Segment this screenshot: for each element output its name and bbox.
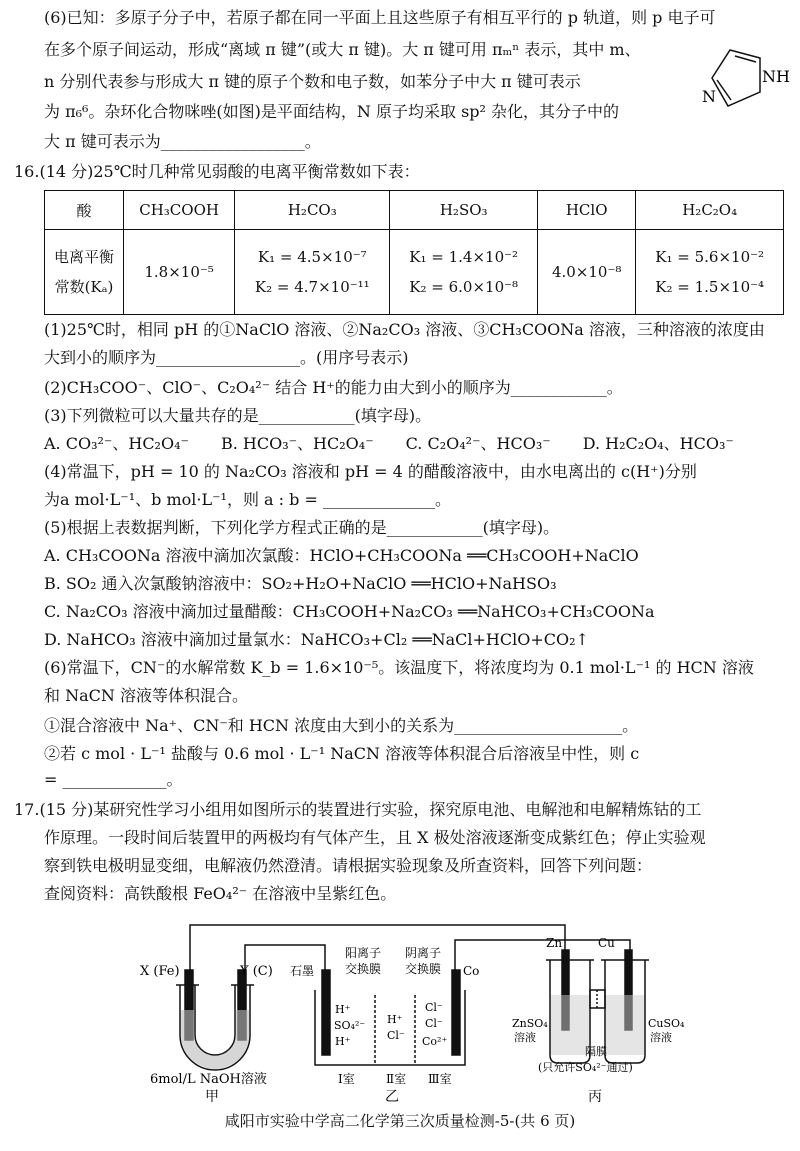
q16-option-b: B. SO₂ 通入次氯酸钠溶液中：SO₂+H₂O+NaClO ══HClO+NaHSO₃ — [44, 574, 557, 593]
svg-text:Co²⁺: Co²⁺ — [422, 1035, 448, 1048]
cation-membrane-label: 阳离子 — [345, 946, 382, 960]
page-footer: 咸阳市实验中学高二化学第三次质量检测-5-(共 6 页) — [224, 1112, 576, 1130]
graphite-label: 石墨 — [290, 964, 315, 978]
table-cell: 4.0×10⁻⁸ — [538, 230, 636, 315]
table-header: H₂C₂O₄ — [636, 191, 784, 230]
svg-text:Cl⁻: Cl⁻ — [425, 1017, 443, 1030]
cuso4-label: CuSO₄ — [648, 1017, 685, 1030]
cation-membrane-label: 交换膜 — [345, 962, 382, 976]
q16-line: 和 NaCN 溶液等体积混合。 — [44, 686, 248, 705]
table-header: H₂CO₃ — [235, 191, 390, 230]
electrode-y-label: Y (C) — [240, 964, 273, 979]
q16-option-a: A. CH₃COONa 溶液中滴加次氯酸：HClO+CH₃COONa ══CH₃COOH+NaClO — [44, 546, 639, 565]
q16-line: (1)25℃时，相同 pH 的①NaClO 溶液、②Na₂CO₃ 溶液、③CH₃COONa 溶液，三种溶液的浓度由 — [44, 320, 765, 339]
table-header: HClO — [538, 191, 636, 230]
q16-line: (2)CH₃COO⁻、ClO⁻、C₂O₄²⁻ 结合 H⁺的能力由大到小的顺序为____________。 — [44, 378, 623, 397]
q16-options: A. CO₃²⁻、HC₂O₄⁻ B. HCO₃⁻、HC₂O₄⁻ C. C₂O₄²⁻、HCO₃⁻ D. H₂C₂O₄、HCO₃⁻ — [44, 434, 734, 453]
cuso4-label: 溶液 — [650, 1031, 672, 1044]
q15-line-1: (6)已知：多原子分子中，若原子都在同一平面上且这些原子有相互平行的 p 轨道，则 p 电子可 — [44, 8, 716, 27]
table-cell: K₁ = 5.6×10⁻² K₂ = 1.5×10⁻⁴ — [636, 230, 784, 315]
q16-line: 大到小的顺序为__________________。(用序号表示) — [44, 348, 409, 367]
svg-text:SO₄²⁻: SO₄²⁻ — [334, 1019, 366, 1032]
q16-line: ②若 c mol · L⁻¹ 盐酸与 0.6 mol · L⁻¹ NaCN 溶液等体积混合后溶液呈中性，则 c — [44, 744, 640, 763]
room-2-label: Ⅱ室 — [386, 1072, 407, 1086]
table-row-label: 电离平衡 常数(Kₐ) — [45, 230, 124, 315]
q15-line-3: n 分别代表参与形成大 π 键的原子个数和电子数，如苯分子中大 π 键可表示 — [44, 72, 581, 91]
svg-text:H⁺: H⁺ — [335, 1003, 351, 1016]
q16-line: (6)常温下，CN⁻的水解常数 K_b = 1.6×10⁻⁵。该温度下，将浓度均为 0.1 mol·L⁻¹ 的 HCN 溶液 — [44, 658, 754, 677]
table-cell: K₁ = 4.5×10⁻⁷ K₂ = 4.7×10⁻¹¹ — [235, 230, 390, 315]
q17-line: 17.(15 分)某研究性学习小组用如图所示的装置进行实验，探究原电池、电解池和电解精炼钴的工 — [14, 800, 702, 819]
q16-line: 为a mol·L⁻¹、b mol·L⁻¹，则 a : b = ______________。 — [44, 490, 451, 509]
imidazole-nh-label: NH — [762, 67, 790, 86]
electrode-x-label: X (Fe) — [140, 964, 180, 979]
zn-electrode-label: Zn — [546, 936, 563, 950]
membrane-label: 隔膜 — [585, 1045, 607, 1058]
q16-option-d: D. NaHCO₃ 溶液中滴加过量氯水：NaHCO₃+Cl₂ ══NaCl+HClO+CO₂↑ — [44, 630, 589, 649]
svg-text:Cl⁻: Cl⁻ — [387, 1029, 405, 1042]
membrane-label: (只允许SO₄²⁻通过) — [538, 1061, 633, 1074]
table-header: CH₃COOH — [124, 191, 235, 230]
apparatus-jia-name: 甲 — [205, 1089, 219, 1105]
apparatus-bing-name: 丙 — [588, 1089, 602, 1105]
svg-text:H⁺: H⁺ — [335, 1035, 351, 1048]
room-1-label: Ⅰ室 — [338, 1072, 355, 1086]
imidazole-n-label: N — [702, 87, 716, 106]
q16-line: ①混合溶液中 Na⁺、CN⁻和 HCN 浓度由大到小的关系为_____________________。 — [44, 716, 639, 735]
q16-line: (5)根据上表数据判断，下列化学方程式正确的是____________(填字母)。 — [44, 518, 560, 537]
cu-electrode-label: Cu — [598, 936, 615, 950]
znso4-label: 溶液 — [514, 1031, 536, 1044]
q16-option-c: C. Na₂CO₃ 溶液中滴加过量醋酸：CH₃COOH+Na₂CO₃ ══NaHCO₃+CH₃COONa — [44, 602, 655, 621]
q15-line-5: 大 π 键可表示为__________________。 — [44, 132, 321, 151]
svg-text:H⁺: H⁺ — [387, 1013, 403, 1026]
q15-line-2: 在多个原子间运动，形成“离域 π 键”(或大 π 键)。大 π 键可用 πₘⁿ 表示，其中 m、 — [44, 40, 641, 59]
znso4-label: ZnSO₄ — [512, 1017, 548, 1030]
anion-membrane-label: 阴离子 — [405, 946, 442, 960]
apparatus-diagram — [0, 915, 800, 1105]
co-electrode-label: Co — [463, 964, 480, 978]
imidazole-structure — [700, 40, 790, 120]
q16-line: (4)常温下，pH = 10 的 Na₂CO₃ 溶液和 pH = 4 的醋酸溶液中，由水电离出的 c(H⁺)分别 — [44, 462, 697, 481]
room-3-label: Ⅲ室 — [428, 1072, 452, 1086]
naoh-solution-label: 6mol/L NaOH溶液 — [150, 1072, 267, 1087]
apparatus-yi-name: 乙 — [385, 1089, 399, 1105]
q16-line: = _____________。 — [44, 770, 183, 789]
table-header: H₂SO₃ — [390, 191, 538, 230]
table-cell: K₁ = 1.4×10⁻² K₂ = 6.0×10⁻⁸ — [390, 230, 538, 315]
q17-line: 察到铁电极明显变细，电解液仍然澄清。请根据实验现象及所查资料，回答下列问题： — [44, 856, 653, 875]
q17-line: 作原理。一段时间后装置甲的两极均有气体产生，且 X 极处溶液逐渐变成紫红色；停止实验观 — [44, 828, 706, 847]
table-cell: 1.8×10⁻⁵ — [124, 230, 235, 315]
svg-text:Cl⁻: Cl⁻ — [425, 1001, 443, 1014]
ka-table — [44, 190, 784, 315]
q15-line-4: 为 π₆⁶。杂环化合物咪唑(如图)是平面结构，N 原子均采取 sp² 杂化，其分子中的 — [44, 102, 620, 121]
q16-title: 16.(14 分)25℃时几种常见弱酸的电离平衡常数如下表： — [14, 162, 420, 181]
anion-membrane-label: 交换膜 — [405, 962, 442, 976]
q16-line: (3)下列微粒可以大量共存的是____________(填字母)。 — [44, 406, 432, 425]
q17-line: 查阅资料：高铁酸根 FeO₄²⁻ 在溶液中呈紫红色。 — [44, 884, 397, 903]
table-header: 酸 — [45, 191, 124, 230]
